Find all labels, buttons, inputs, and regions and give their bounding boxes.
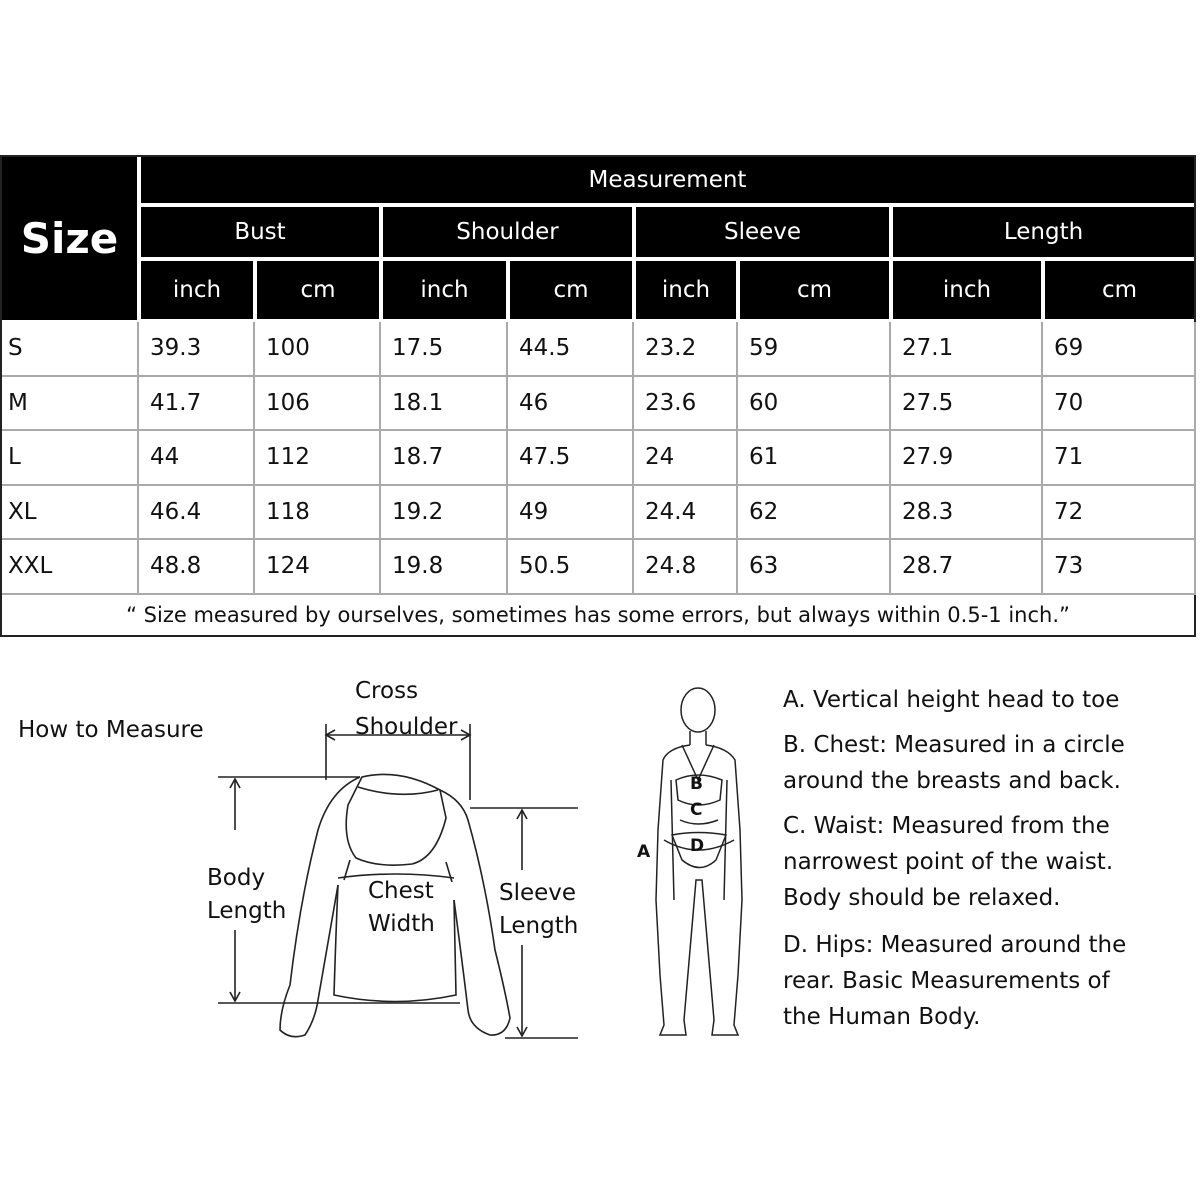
sleeve-length-label-line1: Sleeve <box>499 880 577 906</box>
size-table <box>0 155 1196 637</box>
description-c-line3: Body should be relaxed. <box>783 885 1061 911</box>
group-header-length: Length <box>893 207 1194 257</box>
table-cell: 118 <box>255 486 381 541</box>
size-label: XL <box>2 486 139 541</box>
table-cell: 24 <box>634 431 738 486</box>
table-cell: 19.8 <box>381 540 508 595</box>
unit-header: inch <box>383 261 506 319</box>
table-cell: 41.7 <box>139 377 255 432</box>
table-cell: 44 <box>139 431 255 486</box>
table-cell: 23.6 <box>634 377 738 432</box>
body-marker-d: D <box>690 836 705 856</box>
size-header: Size <box>2 157 137 320</box>
table-cell: 72 <box>1043 486 1196 541</box>
how-to-measure-title: How to Measure <box>18 717 204 743</box>
description-a-line1: A. Vertical height head to toe <box>783 687 1120 713</box>
body-marker-c: C <box>690 800 703 820</box>
size-label: XXL <box>2 540 139 595</box>
table-cell: 17.5 <box>381 322 508 377</box>
table-cell: 112 <box>255 431 381 486</box>
table-cell: 27.1 <box>891 322 1043 377</box>
description-a <box>783 682 1183 718</box>
table-cell: 63 <box>738 540 891 595</box>
unit-header: inch <box>636 261 736 319</box>
description-d-line3: the Human Body. <box>783 1004 981 1030</box>
table-cell: 106 <box>255 377 381 432</box>
unit-header: cm <box>740 261 889 319</box>
table-cell: 59 <box>738 322 891 377</box>
unit-header: cm <box>1045 261 1194 319</box>
table-cell: 39.3 <box>139 322 255 377</box>
chest-width-label-line1: Chest <box>368 878 434 904</box>
body-length-label-line2: Length <box>207 898 287 924</box>
group-header-sleeve: Sleeve <box>636 207 889 257</box>
table-cell: 50.5 <box>508 540 634 595</box>
table-cell: 100 <box>255 322 381 377</box>
description-b <box>783 727 1183 799</box>
unit-header: cm <box>510 261 632 319</box>
size-label: L <box>2 431 139 486</box>
table-cell: 44.5 <box>508 322 634 377</box>
size-label: S <box>2 322 139 377</box>
table-cell: 70 <box>1043 377 1196 432</box>
size-label: M <box>2 377 139 432</box>
unit-header: inch <box>893 261 1041 319</box>
description-c-line1: C. Waist: Measured from the <box>783 813 1110 839</box>
unit-header: inch <box>141 261 253 319</box>
table-cell: 18.1 <box>381 377 508 432</box>
table-cell: 18.7 <box>381 431 508 486</box>
description-d-line2: rear. Basic Measurements of <box>783 968 1110 994</box>
sleeve-length-label-line2: Length <box>499 913 579 939</box>
table-cell: 28.7 <box>891 540 1043 595</box>
cross-shoulder-label-line1: Cross <box>355 678 419 704</box>
size-note: “ Size measured by ourselves, sometimes has some errors, but always within 0.5-1 inch.” <box>126 602 1070 627</box>
table-cell: 28.3 <box>891 486 1043 541</box>
table-cell: 27.5 <box>891 377 1043 432</box>
table-cell: 124 <box>255 540 381 595</box>
table-cell: 46.4 <box>139 486 255 541</box>
table-cell: 48.8 <box>139 540 255 595</box>
cross-shoulder-label-line2: Shoulder <box>355 714 458 740</box>
description-d <box>783 927 1183 1035</box>
body-length-label-line1: Body <box>207 865 266 891</box>
table-cell: 71 <box>1043 431 1196 486</box>
table-cell: 24.4 <box>634 486 738 541</box>
unit-header: cm <box>257 261 379 319</box>
table-cell: 24.8 <box>634 540 738 595</box>
table-cell: 19.2 <box>381 486 508 541</box>
description-d-line1: D. Hips: Measured around the <box>783 932 1127 958</box>
table-cell: 62 <box>738 486 891 541</box>
description-c <box>783 808 1183 916</box>
description-b-line2: around the breasts and back. <box>783 768 1121 794</box>
table-cell: 23.2 <box>634 322 738 377</box>
group-header-bust: Bust <box>141 207 379 257</box>
chest-width-label-line2: Width <box>368 911 435 937</box>
table-cell: 73 <box>1043 540 1196 595</box>
description-c-line2: narrowest point of the waist. <box>783 849 1114 875</box>
table-cell: 46 <box>508 377 634 432</box>
table-cell: 27.9 <box>891 431 1043 486</box>
measurement-header: Measurement <box>141 157 1194 203</box>
group-header-shoulder: Shoulder <box>383 207 632 257</box>
table-cell: 47.5 <box>508 431 634 486</box>
table-cell: 60 <box>738 377 891 432</box>
table-cell: 61 <box>738 431 891 486</box>
body-marker-b: B <box>690 774 703 794</box>
description-b-line1: B. Chest: Measured in a circle <box>783 732 1125 758</box>
table-cell: 69 <box>1043 322 1196 377</box>
body-marker-a: A <box>637 842 651 862</box>
table-cell: 49 <box>508 486 634 541</box>
